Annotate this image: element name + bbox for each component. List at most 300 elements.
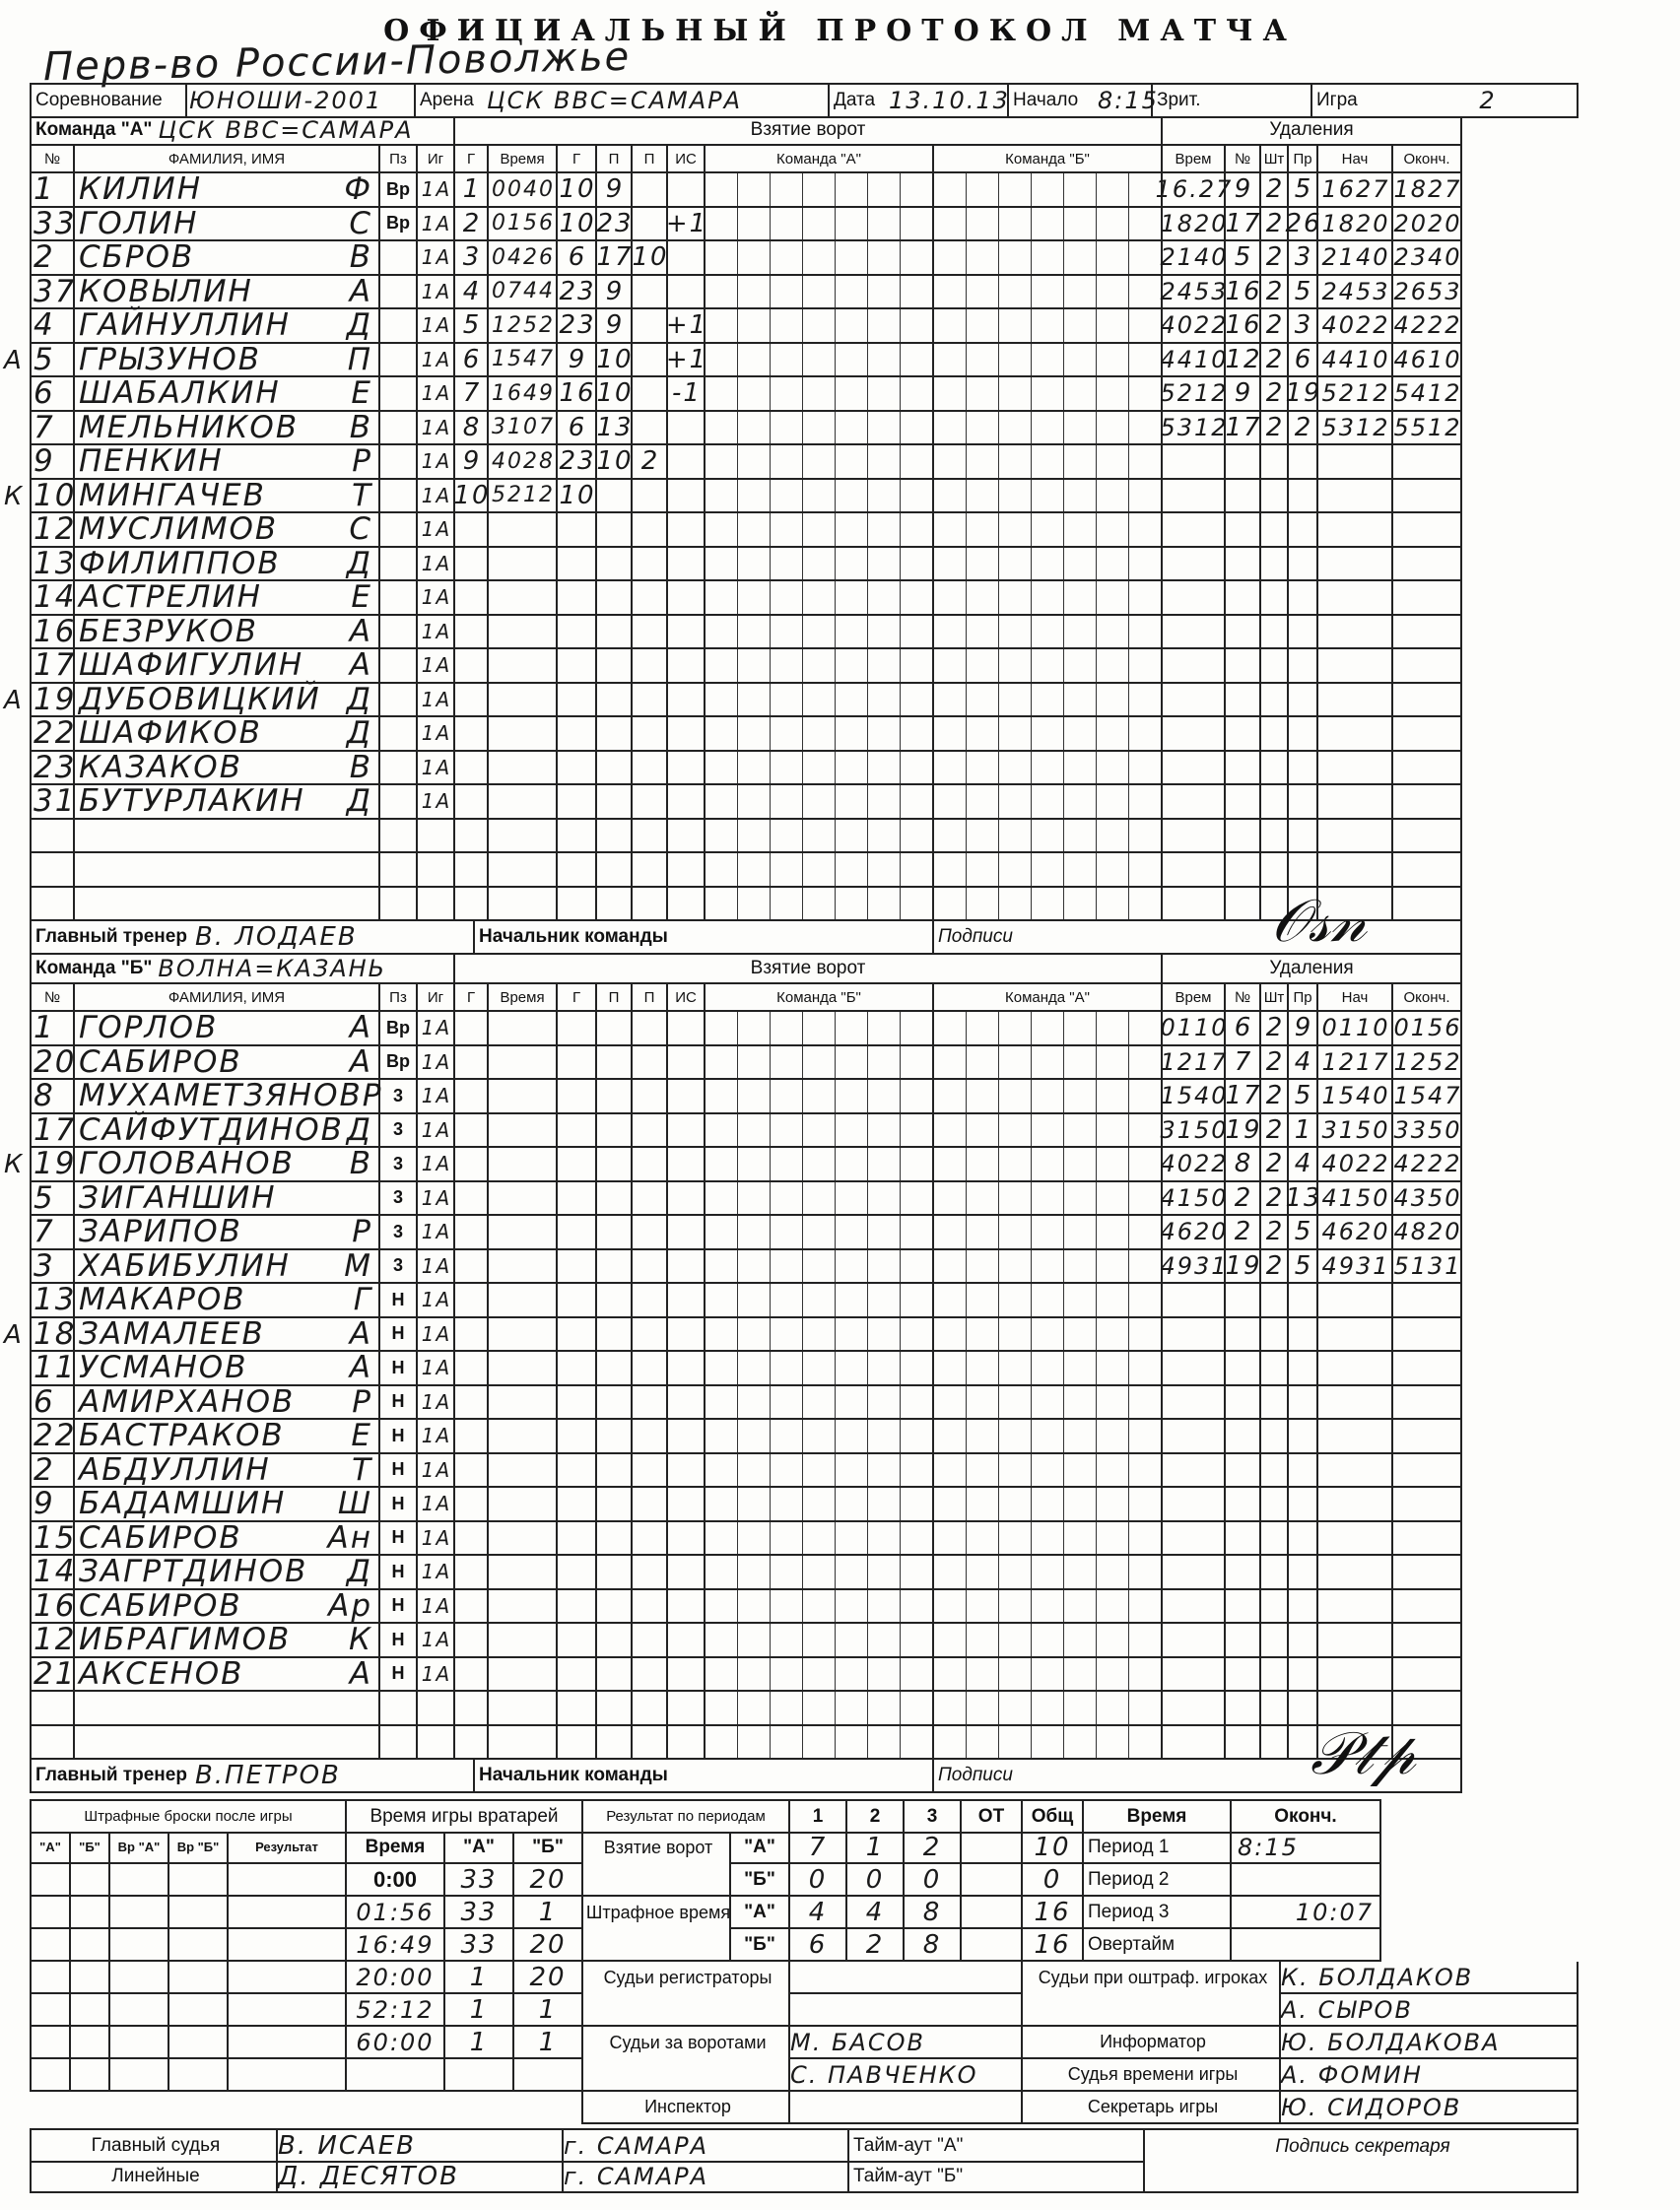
penalty-pst [1318, 480, 1393, 514]
player-initial: Д [346, 715, 372, 752]
goalie-b: 20 [514, 1864, 583, 1897]
penalty-pst: 4022 [1318, 1148, 1393, 1182]
grid-cell [706, 208, 738, 240]
penalty-pst [1318, 1386, 1393, 1421]
penalty-pt: 4150 [1163, 1182, 1226, 1217]
grid-cell [1064, 241, 1097, 274]
player-initial: К [348, 1622, 372, 1658]
grid-cell [771, 309, 803, 342]
player-ig: 1А [418, 309, 455, 344]
grid-cell [836, 445, 868, 478]
grid-cell [771, 1318, 803, 1351]
grid-cell [803, 752, 836, 784]
captain-mark: А [4, 345, 24, 375]
grid-cell [771, 1624, 803, 1656]
shootout-row [30, 1864, 347, 1897]
goal-grid-teamA [706, 309, 934, 344]
period-name: Период 1 [1084, 1832, 1232, 1864]
grid-cell [1064, 445, 1097, 478]
player-num: 37 [34, 273, 77, 309]
grid-cell [738, 1420, 771, 1452]
grid-cell [1129, 820, 1161, 852]
grid-cell [771, 820, 803, 852]
col-header-pos: Пз [380, 146, 418, 173]
grid-cell [868, 513, 901, 546]
grid-cell [706, 1216, 738, 1248]
goal-a [558, 820, 597, 854]
player-num: 1 [32, 173, 75, 208]
grid-cell [934, 513, 967, 546]
goal-grid-teamB [934, 513, 1163, 548]
goal-p2 [633, 1182, 668, 1217]
grid-cell [967, 1386, 999, 1419]
player-ig: 1А [418, 1250, 455, 1285]
grid-cell [1064, 1216, 1097, 1248]
player-surname: САБИРОВ [79, 1043, 242, 1080]
grid-cell [934, 344, 967, 376]
goal-g [455, 684, 489, 718]
goal-p2 [633, 208, 668, 242]
penalty-pn [1226, 752, 1261, 786]
grid-cell [1097, 1250, 1129, 1283]
player-ig [418, 1692, 455, 1726]
grid-cell [706, 344, 738, 376]
col-header-pos: Пз [380, 984, 418, 1012]
player-name [75, 717, 380, 752]
grid-cell [706, 241, 738, 274]
grid-cell [803, 1488, 836, 1520]
grid-cell [1129, 785, 1161, 818]
player-ig [418, 853, 455, 888]
grid-cell [967, 377, 999, 410]
grid-cell [836, 1386, 868, 1419]
grid-cell [706, 513, 738, 546]
goal-time: 3107 [489, 412, 558, 446]
goal-grid-teamB [934, 276, 1163, 310]
grid-cell [901, 208, 932, 240]
col-header-a: Г [558, 984, 597, 1012]
grid-cell [1129, 1726, 1161, 1759]
goal-time [489, 888, 558, 922]
goal-g [455, 1148, 489, 1182]
player-name [75, 1352, 380, 1386]
penalty-pst: 2140 [1318, 241, 1393, 276]
goal-grid-teamA [706, 785, 934, 820]
column-header-row [30, 146, 1462, 173]
grid-cell [1097, 1318, 1129, 1351]
goal-p1: 10 [597, 445, 633, 480]
grid-cell [738, 241, 771, 274]
official-label: Инспектор [583, 2092, 790, 2124]
goal-g [455, 1556, 489, 1590]
goal-grid-teamB [934, 820, 1163, 854]
grid-cell [771, 173, 803, 206]
player-ig: 1А [418, 1420, 455, 1454]
player-initial: Р [362, 1078, 383, 1114]
goal-is [668, 853, 706, 888]
goal-g [455, 752, 489, 786]
grid-cell [868, 1284, 901, 1316]
timeout-a: Тайм-аут "А" [849, 2130, 1145, 2163]
player-position [380, 241, 418, 276]
grid-cell [934, 1012, 967, 1044]
player-row [30, 785, 1462, 820]
goal-a [558, 1488, 597, 1522]
grid-cell [1064, 853, 1097, 886]
grid-cell [1097, 820, 1129, 852]
referee-row [30, 2128, 1579, 2163]
col-header-pst: Нач [1318, 984, 1393, 1012]
grid-cell [1097, 785, 1129, 818]
grid-cell [706, 820, 738, 852]
player-initial: Г [353, 1282, 372, 1318]
penalty-ps: 2 [1261, 1250, 1289, 1285]
grid-cell [1129, 581, 1161, 614]
official-row [581, 1962, 1579, 1994]
penalty-pn: 17 [1226, 208, 1261, 242]
penalty-pp: 4 [1289, 1046, 1318, 1081]
goal-is [668, 1318, 706, 1353]
goal-p1 [597, 752, 633, 786]
goal-grid-teamB [934, 241, 1163, 276]
goal-grid-teamB [934, 1692, 1163, 1726]
goal-grid-teamA [706, 616, 934, 650]
goal-is [668, 1046, 706, 1081]
player-initial: Д [346, 545, 372, 581]
goal-p2 [633, 853, 668, 888]
grid-cell [901, 785, 932, 818]
goal-is [668, 1658, 706, 1693]
grid-cell [934, 1250, 967, 1283]
player-name [75, 785, 380, 820]
period-start-end [1232, 1929, 1381, 1962]
grid-cell [934, 752, 967, 784]
grid-cell [803, 616, 836, 648]
penalty-pp: 9 [1289, 1012, 1318, 1046]
player-ig: 1А [418, 1352, 455, 1386]
goalie-empty [347, 2059, 445, 2092]
player-ig [418, 1726, 455, 1761]
player-row [30, 409, 1462, 446]
penalty-pst: 1217 [1318, 1046, 1393, 1081]
grid-cell [706, 581, 738, 614]
player-position [380, 581, 418, 616]
period-row-label [583, 1864, 731, 1897]
goal-is [668, 1216, 706, 1250]
goal-p2 [633, 1624, 668, 1658]
grid-cell [836, 1012, 868, 1044]
penalty-pp: 5 [1289, 276, 1318, 310]
goal-grid-teamA [706, 853, 934, 888]
grid-cell [1097, 1454, 1129, 1487]
goal-is [668, 785, 706, 820]
official-label: Судьи за воротами [583, 2027, 790, 2059]
grid-cell [706, 1454, 738, 1487]
grid-cell [999, 344, 1032, 376]
penalty-pt [1163, 1726, 1226, 1761]
grid-cell [803, 1114, 836, 1147]
goal-grid-teamA [706, 1420, 934, 1454]
player-row [30, 1451, 1462, 1489]
grid-cell [1064, 1590, 1097, 1623]
official-value [790, 2092, 1023, 2124]
goal-a [558, 1420, 597, 1454]
goal-p1 [597, 1420, 633, 1454]
grid-cell [1097, 548, 1129, 580]
goal-is [668, 1692, 706, 1726]
penalty-pp: 19 [1289, 377, 1318, 412]
goal-p2 [633, 649, 668, 684]
period-end: 10:07 [1295, 1898, 1374, 1926]
goal-time [489, 717, 558, 752]
grid-cell [934, 853, 967, 886]
penalty-pt: 1217 [1163, 1046, 1226, 1081]
player-surname: ЗАМАЛЕЕВ [79, 1315, 265, 1352]
grid-cell [1064, 649, 1097, 682]
player-name [75, 1624, 380, 1658]
team-name: ВОЛНА=КАЗАНЬ [158, 955, 387, 982]
grid-cell [706, 309, 738, 342]
grid-cell [868, 276, 901, 308]
goal-grid-teamB [934, 1590, 1163, 1625]
shootout-cell [229, 1994, 347, 2027]
shootout-cell [71, 1864, 110, 1897]
player-surname: САБИРОВ [79, 1519, 242, 1556]
grid-cell [868, 208, 901, 240]
grid-cell [1097, 1556, 1129, 1588]
player-position: Н [380, 1590, 418, 1625]
grid-cell [1064, 173, 1097, 206]
coach-name: В. ЛОДАЕВ [194, 922, 358, 952]
shootout-cell [110, 1962, 169, 1994]
penalty-pp: 5 [1289, 173, 1318, 208]
grid-cell [1097, 1114, 1129, 1147]
goal-a [558, 649, 597, 684]
penalty-pp [1289, 1522, 1318, 1557]
penalty-pst [1318, 548, 1393, 582]
grid-cell [1129, 1318, 1161, 1351]
goal-a [558, 616, 597, 650]
penalty-ps: 2 [1261, 1216, 1289, 1250]
captain-mark: А [4, 1319, 24, 1350]
penalty-ps: 2 [1261, 377, 1289, 412]
penalty-pe [1393, 1318, 1462, 1353]
player-initial: В [349, 749, 372, 785]
goal-grid-teamA [706, 276, 934, 310]
goal-p2 [633, 309, 668, 344]
goal-time [489, 752, 558, 786]
grid-cell [836, 1522, 868, 1555]
player-row [30, 1352, 1462, 1386]
goal-g [455, 1386, 489, 1421]
grid-cell [1064, 480, 1097, 512]
penalty-pe: 3350 [1393, 1114, 1462, 1149]
grid-cell [967, 1318, 999, 1351]
penalty-pp: 2 [1289, 412, 1318, 446]
player-surname: МИНГАЧЕВ [79, 477, 266, 513]
goal-g [455, 1080, 489, 1114]
player-position [380, 616, 418, 650]
col-header-ps: Шт [1261, 984, 1289, 1012]
goal-time [489, 649, 558, 684]
grid-cell [771, 377, 803, 410]
goal-grid-teamA [706, 208, 934, 242]
penalty-pst [1318, 1420, 1393, 1454]
period-start-end [1232, 1897, 1381, 1929]
goal-p2 [633, 820, 668, 854]
penalty-pe [1393, 1420, 1462, 1454]
grid-cell [1129, 1522, 1161, 1555]
goal-grid-teamB [934, 1284, 1163, 1318]
goal-grid-teamB [934, 1624, 1163, 1658]
player-num: 9 [32, 445, 75, 480]
official-row [581, 1994, 1579, 2027]
player-initial: Д [346, 783, 372, 820]
period-team: "Б" [731, 1929, 790, 1962]
goal-g [455, 616, 489, 650]
grid-cell [1129, 1216, 1161, 1248]
penalty-pst [1318, 717, 1393, 752]
period-value: 16 [1023, 1929, 1084, 1962]
shootout-cell [71, 2059, 110, 2092]
goal-is [668, 1012, 706, 1046]
goal-p2 [633, 513, 668, 548]
grid-cell [738, 1590, 771, 1623]
official-right-label: Информатор [1023, 2027, 1281, 2059]
goal-grid-teamA [706, 513, 934, 548]
penalty-pp: 1 [1289, 1114, 1318, 1149]
period-row-label: Взятие ворот [583, 1832, 731, 1864]
goal-grid-teamB [934, 548, 1163, 582]
grid-cell [803, 445, 836, 478]
grid-cell [1064, 1624, 1097, 1656]
grid-cell [934, 1216, 967, 1248]
goal-p2 [633, 581, 668, 616]
penalty-pp [1289, 616, 1318, 650]
goal-grid-teamB [934, 785, 1163, 820]
penalty-pst: 4410 [1318, 344, 1393, 378]
goal-grid-teamA [706, 1624, 934, 1658]
player-row [30, 1247, 1462, 1285]
grid-cell [901, 1284, 932, 1316]
penalty-pn [1226, 1318, 1261, 1353]
player-row [30, 1488, 1462, 1522]
grid-cell [1032, 1046, 1064, 1079]
goal-grid-teamB [934, 309, 1163, 344]
col-header-pe: Оконч. [1393, 984, 1462, 1012]
official-right-value: А. ФОМИН [1281, 2059, 1579, 2092]
goal-p1 [597, 1386, 633, 1421]
player-row [30, 1043, 1462, 1081]
goal-p1 [597, 548, 633, 582]
grid-cell [868, 1148, 901, 1180]
goal-p1 [597, 1658, 633, 1693]
col-header-teamB: Команда "А" [934, 984, 1163, 1012]
grid-cell [803, 1012, 836, 1044]
grid-cell [1032, 1318, 1064, 1351]
grid-cell [999, 412, 1032, 444]
goal-p1 [597, 1182, 633, 1217]
grid-cell [901, 684, 932, 716]
player-ig: 1А [418, 752, 455, 786]
grid-cell [1032, 888, 1064, 920]
player-num: 10 [34, 477, 77, 513]
shootout-cell [32, 2059, 71, 2092]
penalty-ps: 2 [1261, 1182, 1289, 1217]
shootout-cell [229, 1864, 347, 1897]
grid-cell [1032, 717, 1064, 750]
penalty-pt [1163, 1318, 1226, 1353]
grid-cell [771, 344, 803, 376]
grid-cell [999, 853, 1032, 886]
goal-g [455, 1488, 489, 1522]
penalty-pt [1163, 785, 1226, 820]
grid-cell [934, 581, 967, 614]
player-row [30, 581, 1462, 616]
grid-cell [803, 1352, 836, 1384]
goal-p1 [597, 888, 633, 922]
goal-p2 [633, 344, 668, 378]
player-position: 3 [380, 1182, 418, 1217]
player-row [30, 1315, 1462, 1353]
goal-p2 [633, 1250, 668, 1285]
penalty-pe: 4350 [1393, 1182, 1462, 1217]
grid-cell [738, 853, 771, 886]
grid-cell [1129, 241, 1161, 274]
grid-cell [803, 1726, 836, 1759]
goal-g [455, 1692, 489, 1726]
player-surname: СБРОВ [79, 239, 195, 276]
linesman-city: г. САМАРА [564, 2161, 849, 2193]
penalty-pt [1163, 717, 1226, 752]
timeout-b: Тайм-аут "Б" [849, 2161, 1145, 2193]
grid-cell [771, 1420, 803, 1452]
penalty-pst [1318, 513, 1393, 548]
grid-cell [1129, 1590, 1161, 1623]
grid-cell [771, 208, 803, 240]
goalie-time: 0:00 [347, 1864, 445, 1897]
grid-cell [1064, 1726, 1097, 1759]
player-position: Н [380, 1522, 418, 1557]
grid-cell [967, 1182, 999, 1215]
grid-cell [771, 1386, 803, 1419]
grid-cell [836, 1148, 868, 1180]
grid-cell [1129, 1488, 1161, 1520]
grid-cell [1097, 1046, 1129, 1079]
shootout-cell [169, 1962, 229, 1994]
col-header-p1: П [597, 984, 633, 1012]
player-row [30, 241, 1462, 276]
goal-p2: 2 [633, 445, 668, 480]
player-position [380, 548, 418, 582]
penalty-pt [1163, 513, 1226, 548]
grid-cell [868, 480, 901, 512]
penalty-pe [1393, 581, 1462, 616]
goal-a [558, 513, 597, 548]
grid-cell [771, 1250, 803, 1283]
grid-cell [706, 1420, 738, 1452]
time-col: Время [1084, 1801, 1232, 1834]
goal-p2 [633, 616, 668, 650]
goal-is [668, 412, 706, 446]
grid-cell [706, 445, 738, 478]
goal-is [668, 1590, 706, 1625]
goal-is: +1 [668, 344, 706, 378]
grid-cell [836, 649, 868, 682]
player-num: 17 [34, 647, 77, 684]
official-right-label: Судьи при оштраф. игроках [1023, 1962, 1281, 1994]
grid-cell [706, 1352, 738, 1384]
